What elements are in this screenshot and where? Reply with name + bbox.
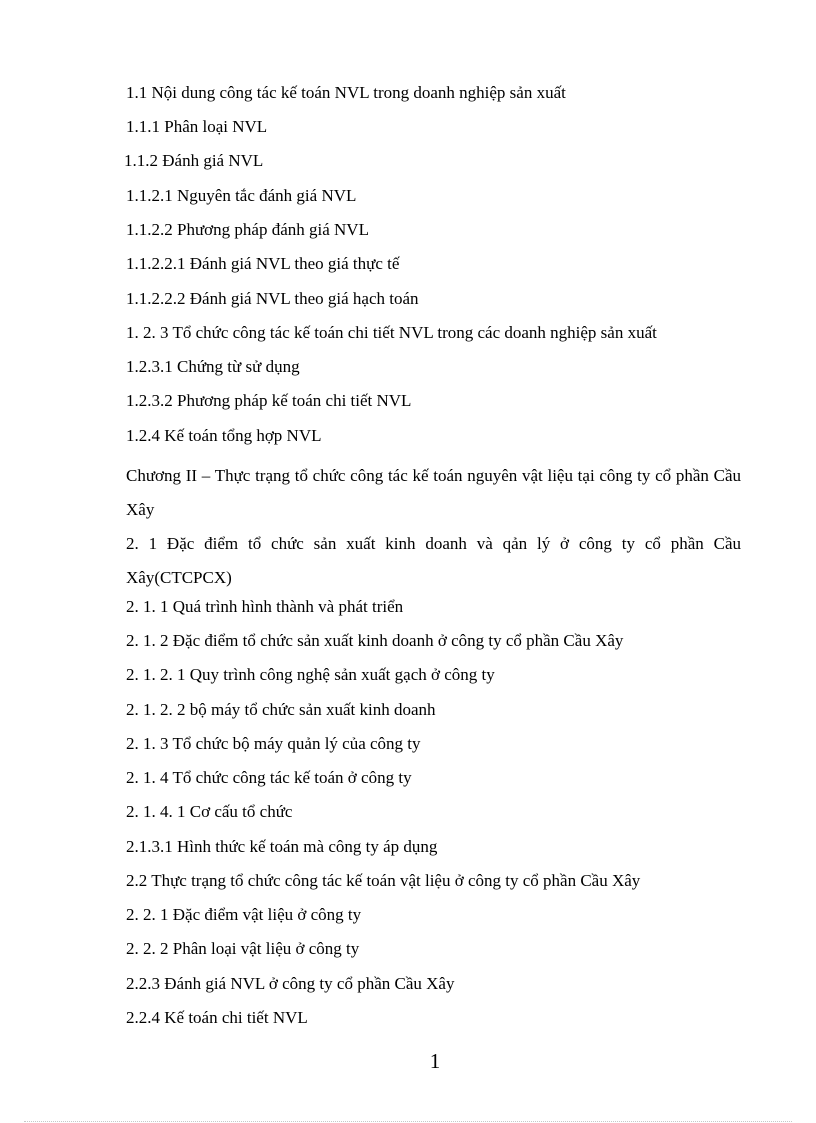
page-bottom-divider <box>24 1121 792 1122</box>
toc-entry: 1. 2. 3 Tổ chức công tác kế toán chi tiết NVL trong các doanh nghiệp sản xuất <box>126 323 657 342</box>
toc-entry: 2. 1. 2. 1 Quy trình công nghệ sản xuất gạch ở công ty <box>126 665 495 684</box>
toc-entry: 1.1.2 Đánh giá NVL <box>124 151 264 170</box>
toc-entry: 2. 1. 3 Tổ chức bộ máy quản lý của công ty <box>126 734 421 753</box>
toc-entry: 1.2.3.1 Chứng từ sử dụng <box>126 357 300 376</box>
toc-entry: 2. 1 Đặc điểm tổ chức sản xuất kinh doanh và qản lý ở công ty cổ phần Cầu Xây(CTCPCX) <box>126 534 741 587</box>
toc-entry: 1.2.4 Kế toán tổng hợp NVL <box>126 426 322 445</box>
toc-entry: 2. 1. 1 Quá trình hình thành và phát triển <box>126 597 404 616</box>
toc-entry: 2.2.4 Kế toán chi tiết NVL <box>126 1008 308 1027</box>
toc-entry: 2.2 Thực trạng tổ chức công tác kế toán vật liệu ở công ty cổ phần Cầu Xây <box>126 871 641 890</box>
toc-entry: 2. 1. 4. 1 Cơ cấu tổ chức <box>126 802 293 821</box>
page-number: 1 <box>429 1049 441 1073</box>
toc-entry: 2.1.3.1 Hình thức kế toán mà công ty áp dụng <box>126 837 438 856</box>
toc-entry: 2. 1. 2 Đặc điểm tổ chức sản xuất kinh doanh ở công ty cổ phần Cầu Xây <box>126 631 624 650</box>
toc-entry: 1.1.2.2.2 Đánh giá NVL theo giá hạch toán <box>126 289 419 308</box>
toc-entry: 1.2.3.2 Phương pháp kế toán chi tiết NVL <box>126 391 412 410</box>
toc-entry: 2.2.3 Đánh giá NVL ở công ty cổ phần Cầu Xây <box>126 974 455 993</box>
toc-entry: 1.1.2.2.1 Đánh giá NVL theo giá thực tế <box>126 254 400 273</box>
toc-entry: 2. 1. 4 Tổ chức công tác kế toán ở công ty <box>126 768 412 787</box>
toc-entry: Chương II – Thực trạng tổ chức công tác kế toán nguyên vật liệu tại công ty cổ phần Cầu Xây <box>126 466 741 519</box>
toc-entry: 2. 2. 2 Phân loại vật liệu ở công ty <box>126 939 360 958</box>
toc-entry: 2. 2. 1 Đặc điểm vật liệu ở công ty <box>126 905 362 924</box>
toc-entry: 1.1 Nội dung công tác kế toán NVL trong doanh nghiệp sản xuất <box>126 83 566 102</box>
toc-entry: 1.1.1 Phân loại NVL <box>126 117 268 136</box>
toc-entry: 1.1.2.2 Phương pháp đánh giá NVL <box>126 220 369 239</box>
toc-entry: 1.1.2.1 Nguyên tắc đánh giá NVL <box>126 186 357 205</box>
toc-entry: 2. 1. 2. 2 bộ máy tổ chức sản xuất kinh doanh <box>126 700 436 719</box>
